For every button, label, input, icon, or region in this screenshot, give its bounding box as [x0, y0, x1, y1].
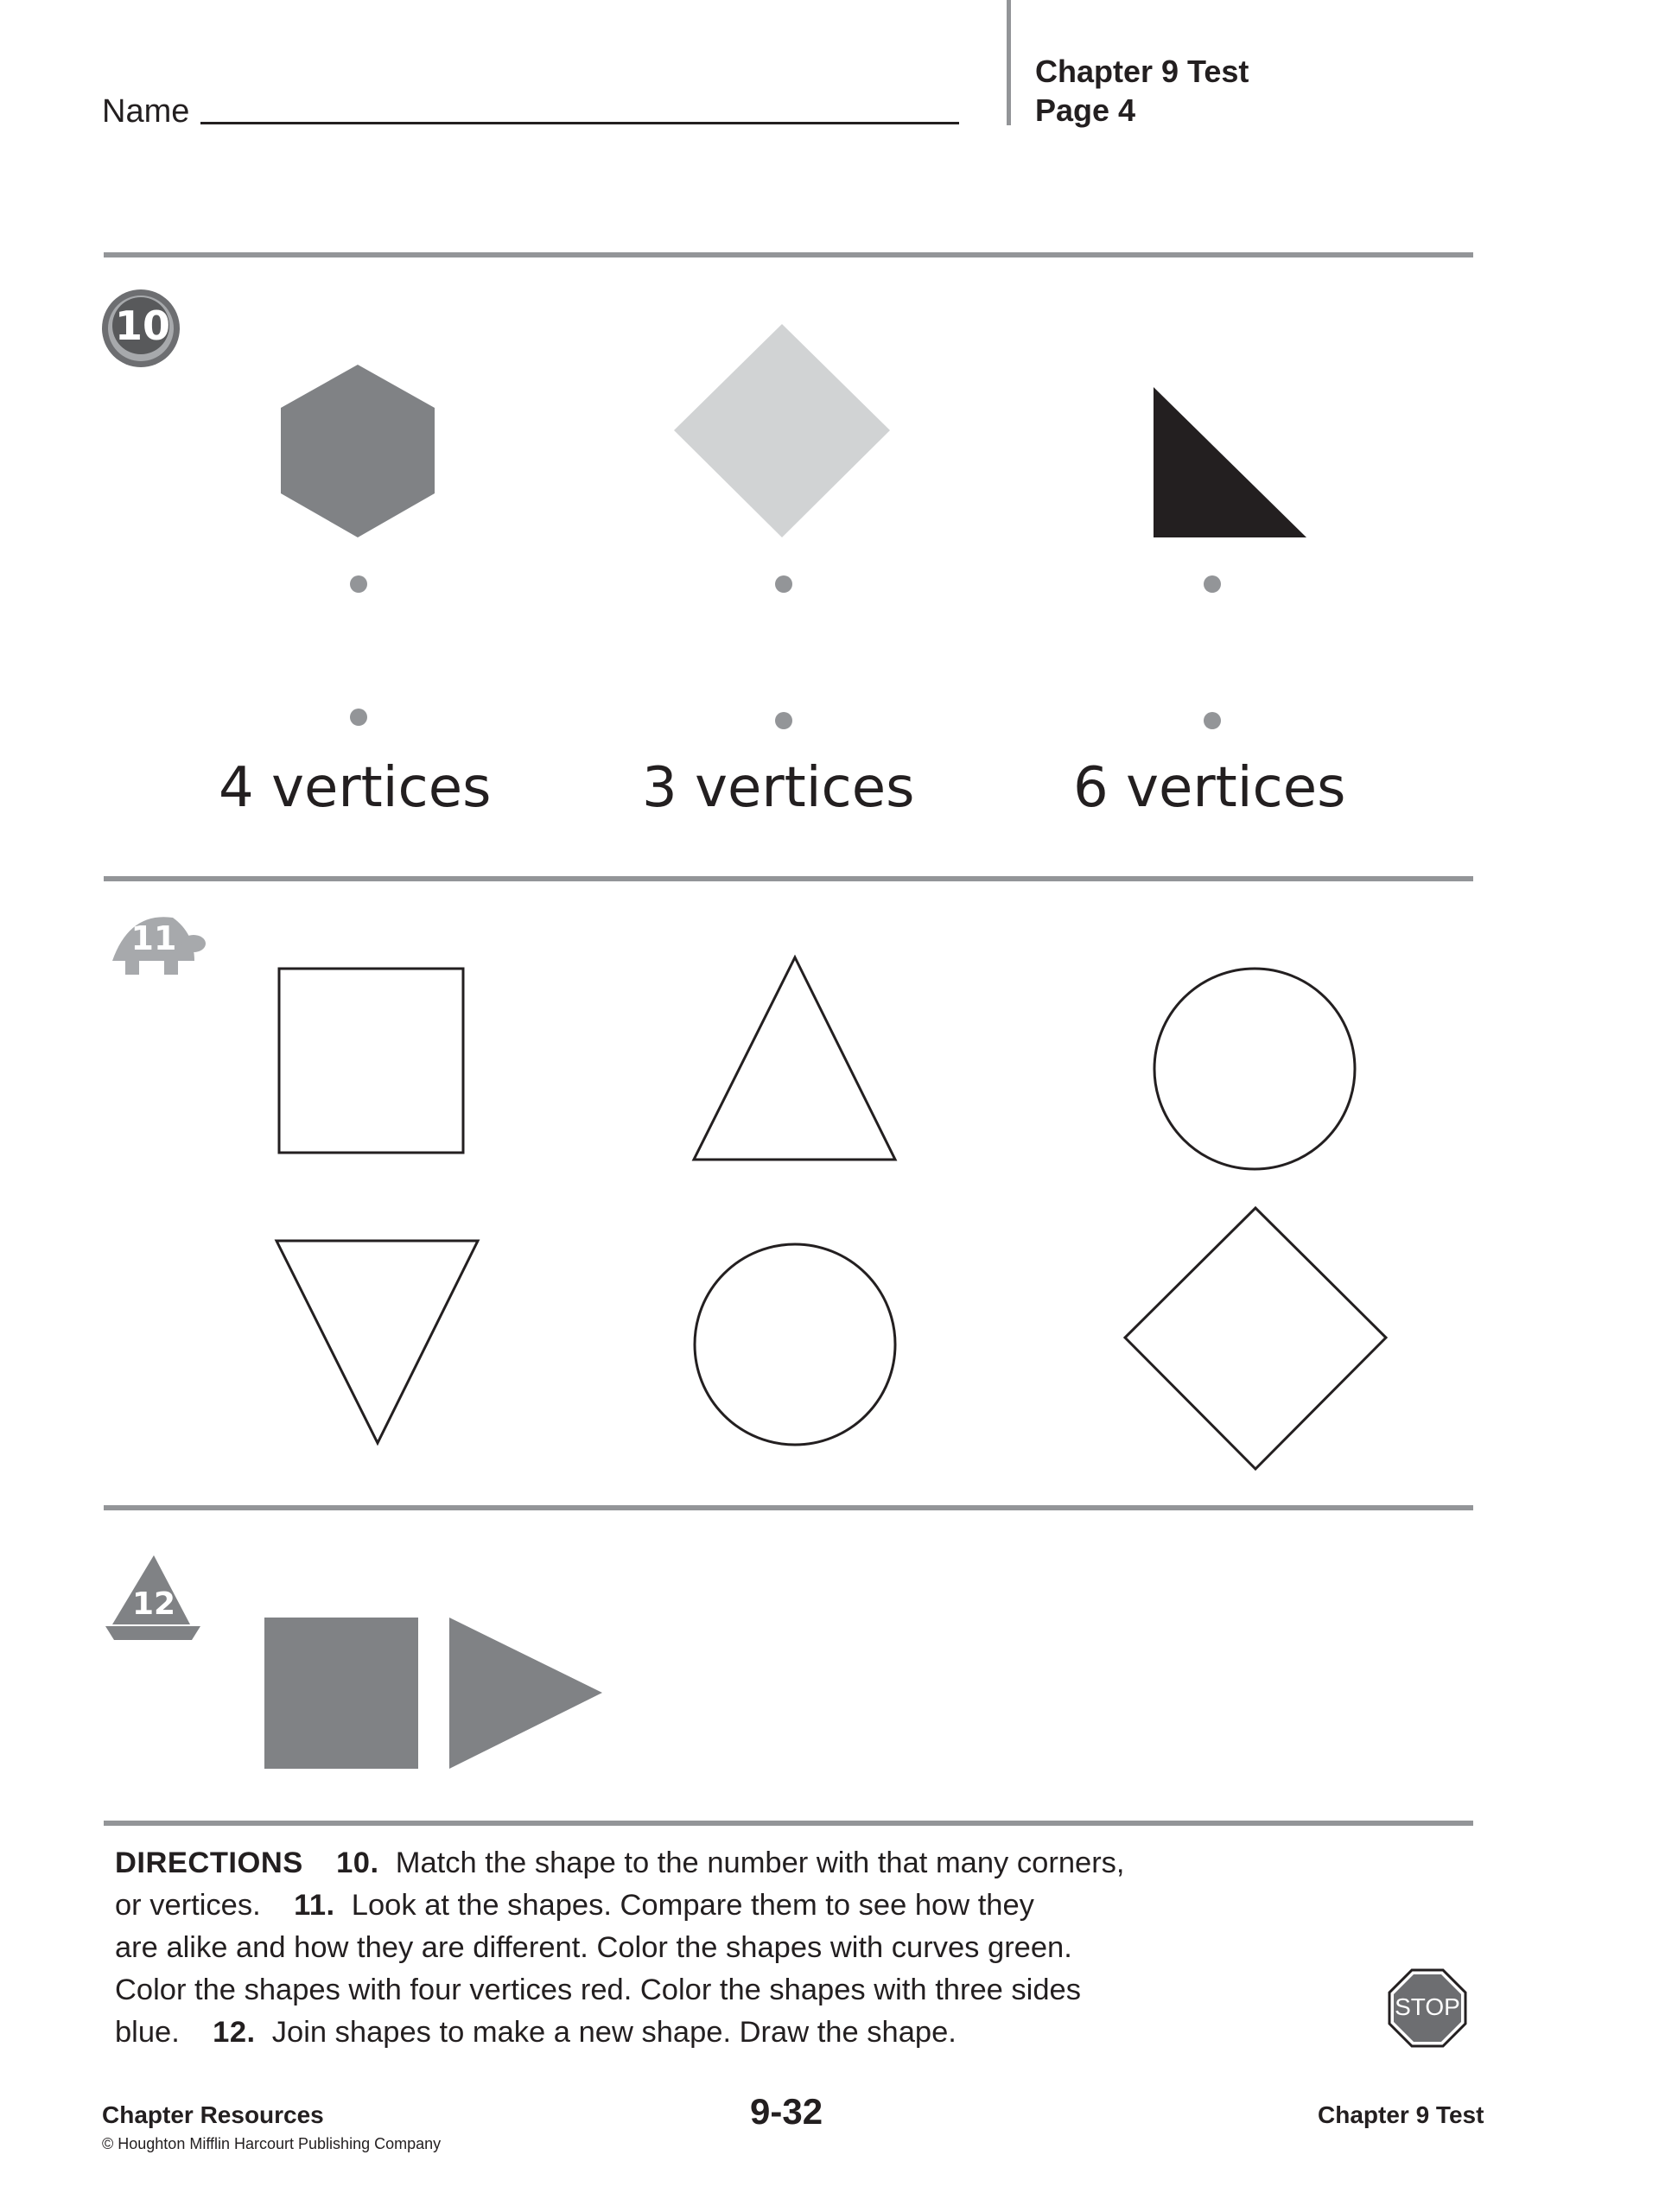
q10-number: 10: [115, 302, 171, 349]
directions-line: Join shapes to make a new shape. Draw the shape.: [271, 2016, 957, 2049]
triangle-outline-shape: [694, 957, 895, 1160]
q11-number: 11: [130, 919, 177, 957]
directions-line: are alike and how they are different. Color the shapes with curves green.: [115, 1931, 1072, 1964]
square-outline-shape: [279, 969, 463, 1153]
page-number: 9-32: [750, 2091, 823, 2132]
diamond-outline-shape: [1125, 1208, 1386, 1469]
directions-item-number: 12.: [213, 2016, 256, 2049]
directions-item-number: 11.: [294, 1889, 335, 1922]
copyright-notice: © Houghton Mifflin Harcourt Publishing Company: [102, 2135, 442, 2152]
footer-chapter-resources: Chapter Resources: [102, 2101, 324, 2128]
directions-text: [115, 1842, 1204, 2054]
circle-outline-shape: [1154, 969, 1355, 1169]
directions-heading: DIRECTIONS: [115, 1847, 303, 1879]
shape-match-dot-hexagon[interactable]: [350, 575, 367, 593]
stop-sign-label: STOP: [1395, 1993, 1460, 2020]
directions-line: Match the shape to the number with that many corners,: [395, 1847, 1125, 1879]
inverted-triangle-outline-shape: [276, 1241, 478, 1443]
chapter-title: Chapter 9 Test: [1035, 54, 1249, 89]
directions-line: or vertices.: [115, 1889, 261, 1922]
q12-number: 12: [131, 1586, 176, 1622]
name-label: Name: [102, 93, 190, 130]
hexagon-shape: [281, 365, 435, 537]
circle-outline-shape: [695, 1244, 895, 1445]
page-label: Page 4: [1035, 92, 1136, 128]
directions-line: Look at the shapes. Compare them to see how they: [351, 1889, 1034, 1922]
diamond-shape: [674, 324, 890, 537]
label-match-dot-3[interactable]: [775, 712, 792, 729]
vertices-label: 6 vertices: [1073, 756, 1346, 820]
right-triangle-shape: [1154, 387, 1306, 537]
label-match-dot-4[interactable]: [350, 709, 367, 726]
directions-item-number: 10.: [336, 1847, 379, 1879]
footer-chapter-test: Chapter 9 Test: [1318, 2101, 1484, 2128]
label-match-dot-6[interactable]: [1204, 712, 1221, 729]
directions-line: Color the shapes with four vertices red. Color the shapes with three sides: [115, 1974, 1081, 2006]
shape-match-dot-diamond[interactable]: [775, 575, 792, 593]
shape-match-dot-triangle[interactable]: [1204, 575, 1221, 593]
filled-triangle-shape: [449, 1618, 602, 1769]
filled-square-shape: [264, 1618, 418, 1769]
vertices-label: 3 vertices: [642, 756, 915, 820]
directions-line: blue.: [115, 2016, 180, 2049]
vertices-label: 4 vertices: [219, 756, 492, 820]
